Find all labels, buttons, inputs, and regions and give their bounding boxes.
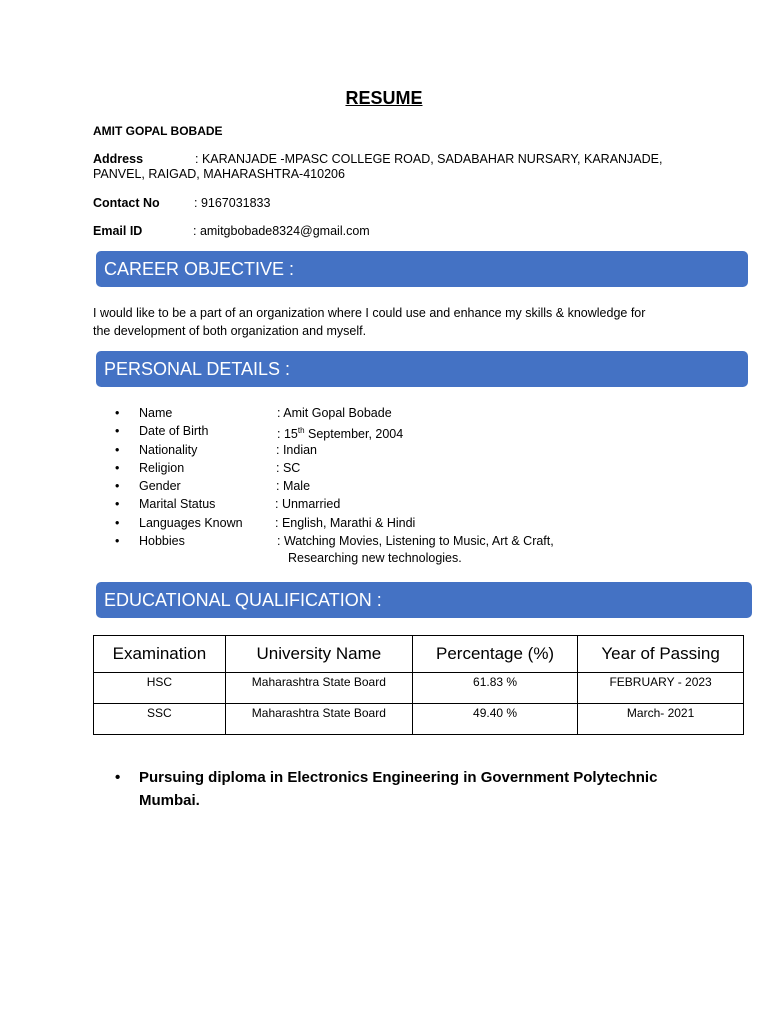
education-heading: EDUCATIONAL QUALIFICATION : bbox=[104, 589, 382, 610]
contact-row bbox=[93, 194, 271, 212]
table-cell: Maharashtra State Board bbox=[225, 673, 412, 704]
detail-value: : Indian bbox=[276, 442, 318, 457]
table-cell: 61.83 % bbox=[412, 673, 577, 704]
table-cell: FEBRUARY - 2023 bbox=[578, 673, 744, 704]
bullet-icon: • bbox=[115, 460, 120, 475]
address-label: Address bbox=[93, 152, 144, 166]
email-value: : amitgbobade8324@gmail.com bbox=[193, 224, 370, 238]
personal-details-banner bbox=[96, 351, 748, 387]
education-table bbox=[93, 635, 744, 735]
detail-key: Hobbies bbox=[139, 534, 185, 549]
detail-value: : Watching Movies, Listening to Music, Art & Craft, bbox=[277, 534, 554, 549]
detail-value: : SC bbox=[276, 460, 301, 475]
bullet-icon: • bbox=[115, 424, 120, 439]
dob-day: : 15 bbox=[277, 427, 298, 442]
table-cell: Maharashtra State Board bbox=[225, 704, 412, 735]
address-row bbox=[93, 150, 663, 168]
table-header-row bbox=[94, 636, 744, 673]
education-banner bbox=[96, 582, 752, 618]
career-objective-line1: I would like to be a part of an organization where I could use and enhance my skills & knowledge for bbox=[93, 306, 646, 320]
detail-key: Date of Birth bbox=[139, 424, 209, 439]
bullet-icon: • bbox=[115, 769, 121, 786]
personal-details-heading: PERSONAL DETAILS : bbox=[104, 358, 291, 379]
email-label: Email ID bbox=[93, 224, 143, 238]
dob-rest: September, 2004 bbox=[304, 427, 404, 442]
detail-key: Name bbox=[139, 406, 173, 420]
detail-key: Nationality bbox=[139, 442, 198, 457]
career-objective-line2: the development of both organization and myself. bbox=[93, 324, 367, 338]
contact-label: Contact No bbox=[93, 196, 160, 210]
column-header: Examination bbox=[94, 636, 226, 673]
candidate-name: AMIT GOPAL BOBADE bbox=[93, 124, 223, 138]
table-cell: March- 2021 bbox=[578, 704, 744, 735]
detail-value: : English, Marathi & Hindi bbox=[275, 515, 416, 530]
detail-key: Marital Status bbox=[139, 497, 216, 512]
table-row bbox=[94, 673, 744, 704]
dob-ordinal: th bbox=[297, 426, 305, 436]
pursuing-text: Pursuing diploma in Electronics Engineering in Government Polytechnic Mumbai. bbox=[139, 769, 658, 809]
detail-value: : Unmarried bbox=[275, 497, 341, 512]
bullet-icon: • bbox=[115, 406, 120, 420]
column-header: Year of Passing bbox=[578, 636, 744, 673]
column-header: Percentage (%) bbox=[412, 636, 577, 673]
table-cell: HSC bbox=[94, 673, 226, 704]
table-cell: 49.40 % bbox=[412, 704, 577, 735]
bullet-icon: • bbox=[115, 515, 120, 530]
resume-title: RESUME bbox=[345, 88, 423, 108]
contact-value: : 9167031833 bbox=[194, 196, 271, 210]
detail-value-continued: Researching new technologies. bbox=[288, 551, 462, 566]
detail-key: Religion bbox=[139, 460, 185, 475]
detail-value: : Male bbox=[276, 479, 311, 494]
bullet-icon: • bbox=[115, 479, 120, 494]
detail-key: Languages Known bbox=[139, 515, 243, 530]
address-line2: PANVEL, RAIGAD, MAHARASHTRA-410206 bbox=[93, 167, 345, 181]
table-row bbox=[94, 704, 744, 735]
bullet-icon: • bbox=[115, 534, 120, 549]
column-header: University Name bbox=[225, 636, 412, 673]
address-value: : KARANJADE -MPASC COLLEGE ROAD, SADABAHAR NURSARY, KARANJADE, bbox=[195, 152, 663, 166]
career-objective-text bbox=[93, 304, 693, 340]
table-cell: SSC bbox=[94, 704, 226, 735]
email-row bbox=[93, 222, 370, 240]
bullet-icon: • bbox=[115, 442, 120, 457]
career-objective-banner bbox=[96, 251, 748, 287]
career-objective-heading: CAREER OBJECTIVE : bbox=[104, 258, 295, 279]
detail-key: Gender bbox=[139, 479, 181, 494]
bullet-icon: • bbox=[115, 497, 120, 512]
detail-value: : Amit Gopal Bobade bbox=[277, 406, 392, 420]
